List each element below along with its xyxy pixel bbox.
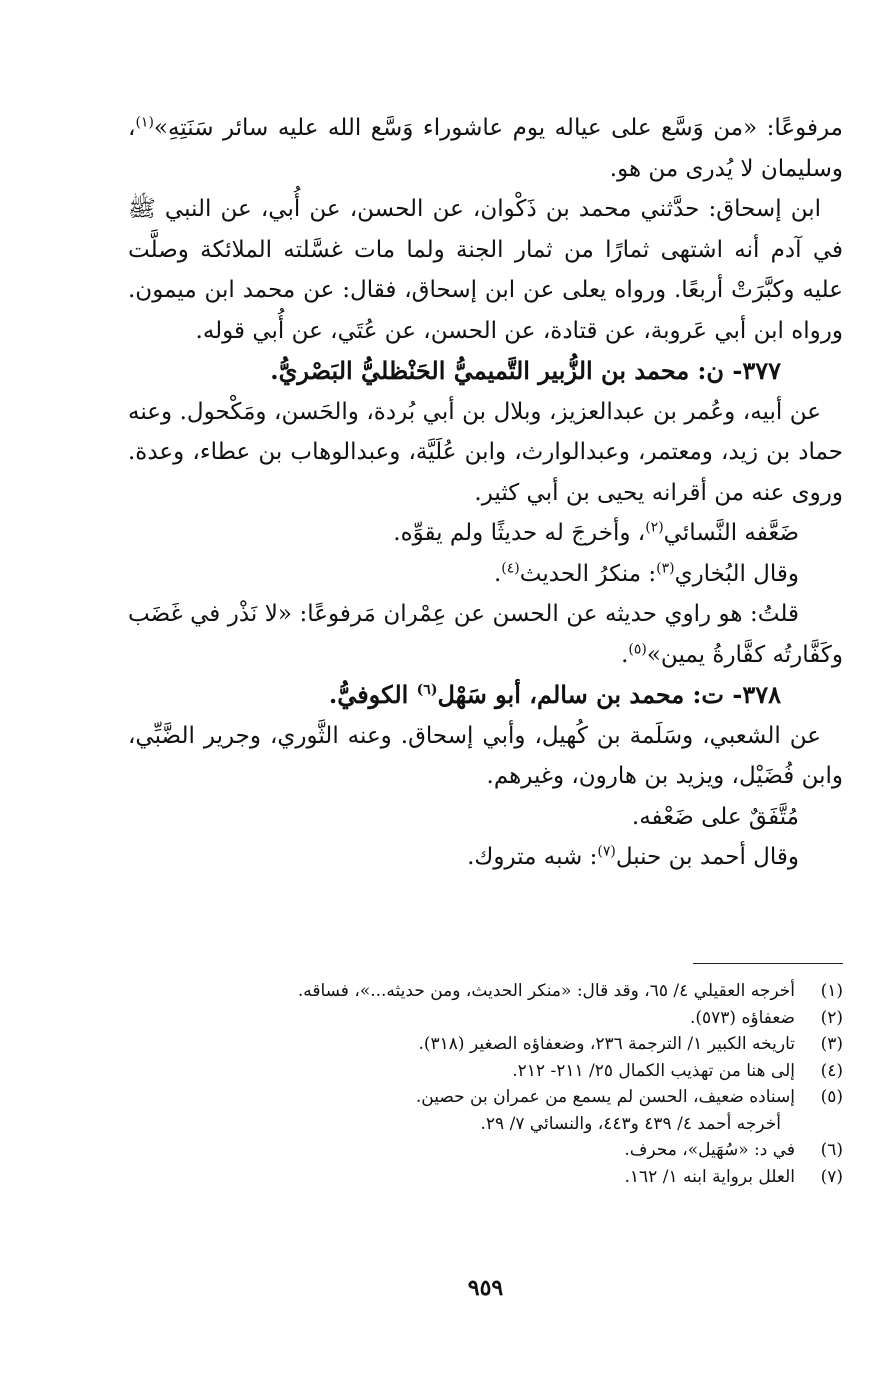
footnote-6 xyxy=(128,1137,843,1164)
text-line: ضَعَّفه النَّسائي xyxy=(663,520,799,546)
footnote-number: (٥) xyxy=(820,1087,843,1107)
entry-377-note xyxy=(128,594,843,675)
book-page xyxy=(128,108,843,1358)
footnote-text: تاريخه الكبير ١/ الترجمة ٢٣٦، وضعفاؤه الصغير (٣١٨). xyxy=(418,1034,795,1054)
footnote-ref[interactable]: (٧) xyxy=(597,843,616,860)
entry-378-paragraph xyxy=(128,716,843,797)
footnote-text: إسناده ضعيف، الحسن لم يسمع من عمران بن حصين. xyxy=(415,1087,795,1107)
footnote-4 xyxy=(128,1058,843,1085)
footnote-text-continued: أخرجه أحمد ٤/ ٤٣٩ و٤٤٣، والنسائي ٧/ ٢٩. xyxy=(480,1113,781,1134)
footnote-ref[interactable]: (٦) xyxy=(416,682,438,698)
text-line: النبي ﷺ في آدم أنه اشتهى ثمارًا من ثمار الجنة ولما مات غسَّلته الملائكة xyxy=(128,196,844,263)
text-line: وقال البُخاري xyxy=(674,560,799,587)
footnote-7 xyxy=(128,1164,843,1191)
entry-378-ahmad xyxy=(128,837,843,878)
text-line: ، وأخرجَ له حديثًا ولم يقوِّه. xyxy=(393,520,646,546)
text-line: الضَّبِّي، وابن فُضَيْل، ويزيد بن هارون، وغيرهم. xyxy=(128,722,843,789)
footnote-text: العلل برواية ابنه ١/ ١٦٢. xyxy=(624,1166,795,1187)
footnotes xyxy=(128,978,843,1190)
footnote-text: أخرجه العقيلي ٤/ ٦٥، وقد قال: «منكر الحديث، ومن حديثه...»، فساقه. xyxy=(297,981,795,1001)
entry-377-paragraph xyxy=(128,392,843,514)
footnote-ref[interactable]: (٣) xyxy=(656,559,675,576)
footnote-number: (١) xyxy=(820,981,843,1001)
main-text xyxy=(128,108,843,878)
text-line: قلتُ: هو راوي حديثه عن الحسن عن عِمْران مَرفوعًا: «لا نَذْر في xyxy=(190,601,799,627)
heading-text: الكوفيُّ. xyxy=(328,680,417,709)
footnote-number: (٢) xyxy=(820,1007,843,1028)
text-line: غَضَب وكَفَّارتُه كفَّارةُ يمين» xyxy=(128,601,843,668)
text-line: وصلَّت عليه وكبَّرَتْ أربعًا. ورواه يعلى عن ابن إسحاق، فقال: عن محمد xyxy=(128,236,843,303)
text-line: : شبه متروك. xyxy=(467,844,598,870)
text-line: : منكرُ الحديث xyxy=(519,560,657,587)
footnote-number: (٦) xyxy=(820,1140,843,1160)
text-line: . xyxy=(493,560,502,587)
footnote-1 xyxy=(128,978,843,1005)
text-line: عن الشعبي، وسَلَمة بن كُهيل، وأبي إسحاق. وعنه الثَّوري، وجرير xyxy=(203,722,821,749)
text-line: وعبدالوهاب بن عطاء، وعدة. وروى عنه من أقرانه يحيى بن أبي كثير. xyxy=(128,439,843,506)
footnote-ref[interactable]: (٤) xyxy=(501,559,520,576)
text-line: ومَكْحول. وعنه حماد بن زيد، ومعتمر، وعبدالوارث، وابن عُلَيَّة، xyxy=(128,398,843,465)
footnote-separator xyxy=(693,963,843,964)
text-line: عن أبيه، وعُمر بن عبدالعزيز، وبلال بن أبي بُردة، والحَسن، xyxy=(274,398,822,425)
text-line: وقال أحمد بن حنبل xyxy=(615,844,799,870)
footnote-3 xyxy=(128,1031,843,1058)
entry-377-bukhari xyxy=(128,554,843,595)
entry-377-nasai xyxy=(128,513,843,554)
footnote-number: (٣) xyxy=(820,1034,843,1054)
text-line: ، xyxy=(128,115,136,141)
footnote-text: في د: «سُهَيل»، محرف. xyxy=(624,1140,795,1160)
text-line: مرفوعًا: «من وَسَّع على عياله يوم عاشوراء وَسَّع الله عليه سائر سَنَتِهِ» xyxy=(153,115,843,141)
entry-heading-377: ٣٧٧- ن: محمد بن الزُّبير التَّميميُّ الحَنْظليُّ البَصْريُّ. xyxy=(270,356,781,385)
page-number: ٩٥٩ xyxy=(467,1275,504,1301)
footnote-text: إلى هنا من تهذيب الكمال ٢٥/ ٢١١- ٢١٢. xyxy=(512,1060,795,1081)
text-line: أُبي قوله. xyxy=(195,317,285,344)
footnote-text: ضعفاؤه (٥٧٣). xyxy=(689,1007,795,1028)
footnote-number: (٧) xyxy=(820,1166,843,1187)
text-line: وسليمان لا يُدرى من هو. xyxy=(609,155,843,182)
footnote-ref[interactable]: (٢) xyxy=(645,519,664,536)
footnote-ref[interactable]: (١) xyxy=(135,114,154,131)
text-line: ابن إسحاق: حدَّثني محمد بن ذَكْوان، عن الحسن، عن أُبي، عن xyxy=(220,196,822,222)
entry-heading-378 xyxy=(128,675,843,716)
text-line: ابن ميمون. ورواه ابن أبي عَروبة، عن قتادة، عن الحسن، عن عُتَي، عن xyxy=(128,277,843,344)
entry-378-agreed: مُتَّفَقٌ على ضَعْفه. xyxy=(631,803,799,830)
text-line: . xyxy=(621,641,629,668)
footnote-2 xyxy=(128,1005,843,1032)
footnote-number: (٤) xyxy=(820,1060,843,1081)
paragraph-ibn-ishaq xyxy=(128,189,843,351)
heading-text: ٣٧٨- ت: محمد بن سالم، أبو سَهْل xyxy=(437,680,781,709)
footnote-ref[interactable]: (٥) xyxy=(628,640,647,657)
footnote-5 xyxy=(128,1084,843,1137)
paragraph-continuation xyxy=(128,108,843,189)
